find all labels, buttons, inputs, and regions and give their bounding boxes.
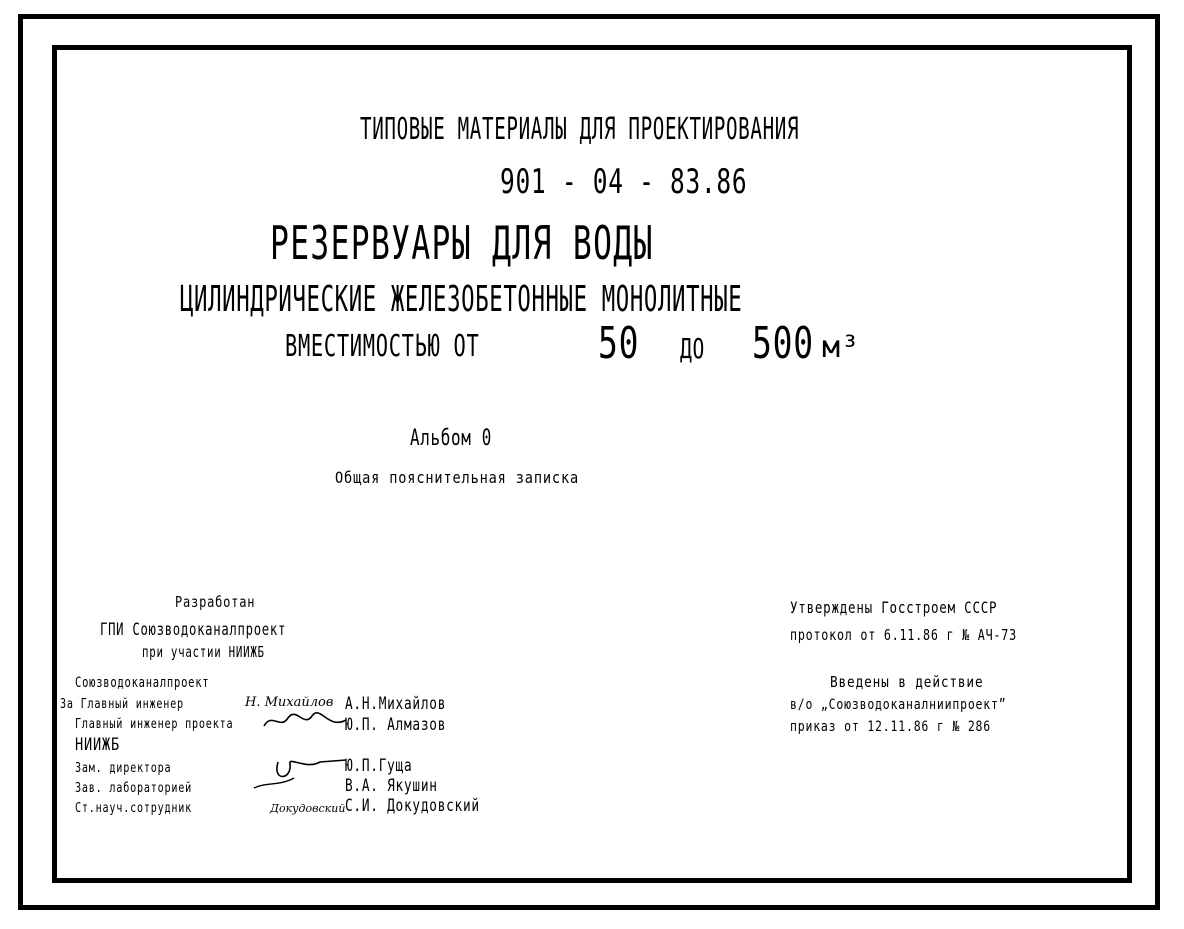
order-line: приказ от 12.11.86 г № 286 [790, 719, 992, 735]
person-name: С.И. Докудовский [345, 796, 480, 816]
document-code: 901 - 04 - 83.86 [500, 162, 748, 202]
developed-heading: Разработан [175, 593, 256, 611]
developer-org2: Союзводоканалпроект [75, 675, 210, 691]
document-subtitle: ЦИЛИНДРИЧЕСКИЕ ЖЕЛЕЗОБЕТОННЫЕ МОНОЛИТНЫЕ [180, 279, 743, 320]
person-name: Ю.П. Алмазов [345, 715, 447, 735]
person-role: За Главный инженер [60, 697, 184, 712]
person-name: А.Н.Михайлов [345, 694, 447, 714]
signature: Н. Михайлов [245, 695, 334, 710]
person-name: Ю.П.Гуща [345, 756, 413, 776]
signature: Докудовский [270, 802, 346, 815]
header-line: ТИПОВЫЕ МАТЕРИАЛЫ ДЛЯ ПРОЕКТИРОВАНИЯ [360, 112, 800, 147]
capacity-unit: м³ [822, 330, 861, 365]
developer-org3: НИИЖБ [75, 735, 120, 755]
capacity-to: 500 [752, 318, 814, 369]
album-label: Альбом 0 [410, 426, 493, 451]
approval-line: Утверждены Госстроем СССР [790, 598, 998, 617]
signature-scribble [260, 708, 350, 734]
signature-scribble [250, 752, 350, 792]
person-role: Ст.науч.сотрудник [75, 801, 193, 816]
person-role: Зам. директора [75, 761, 172, 776]
enacted-line: Введены в действие [830, 673, 984, 691]
capacity-line: ВМЕСТИМОСТЬЮ ОТ [285, 329, 480, 364]
protocol-line: протокол от 6.11.86 г № АЧ-73 [790, 626, 1017, 644]
developer-org: ГПИ Союзводоканалпроект [100, 620, 287, 640]
person-role: Главный инженер проекта [75, 717, 234, 732]
capacity-from: 50 [598, 318, 640, 369]
enacting-org: в/о „Союзводоканалниипроект” [790, 697, 1007, 713]
album-description: Общая пояснительная записка [335, 468, 580, 487]
document-title: РЕЗЕРВУАРЫ ДЛЯ ВОДЫ [270, 216, 654, 270]
participation-line: при участии НИИЖБ [142, 643, 265, 661]
capacity-mid: ДО [680, 332, 706, 365]
person-name: В.А. Якушин [345, 776, 438, 796]
person-role: Зав. лабораторией [75, 781, 193, 796]
